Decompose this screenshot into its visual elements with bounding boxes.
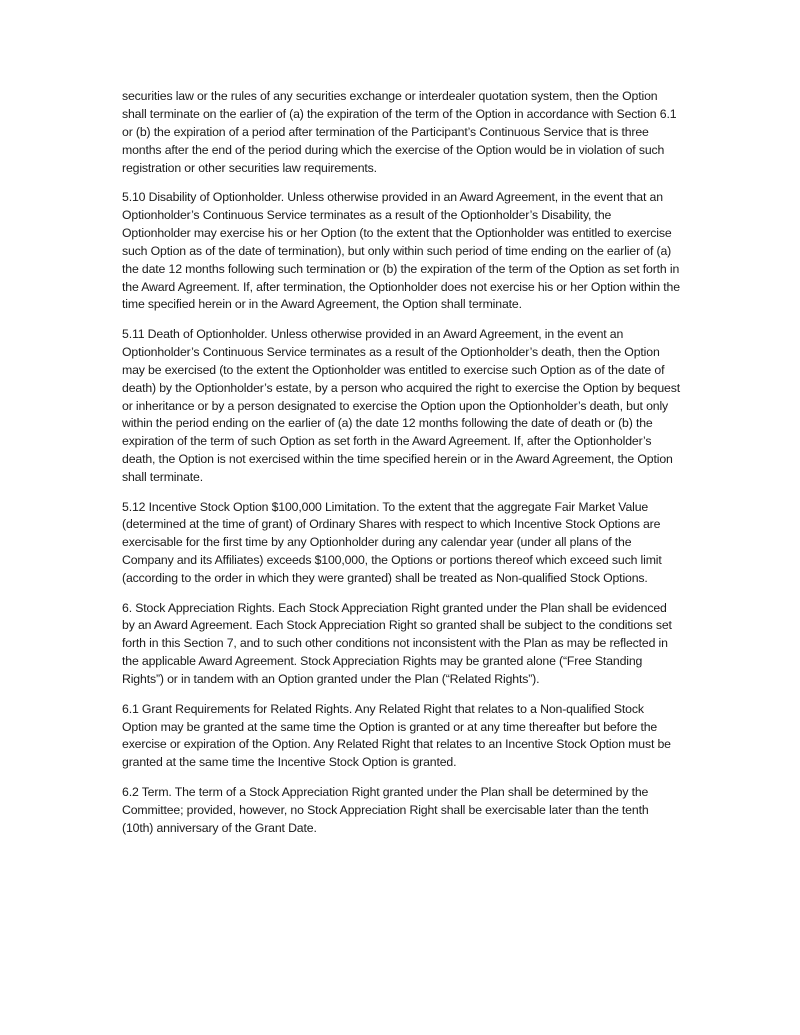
paragraph-5-12-iso-limitation: 5.12 Incentive Stock Option $100,000 Limitation. To the extent that the aggregate Fair Market Value (determined at the time of grant) of Ordinary Shares with respect to which Incentive Stock Options are exercisable for the first time by any Optionholder during any calendar year (under all plans of the Company and its Affiliates) exceeds $100,000, the Options or portions thereof which exceed such limit (according to the order in which they were granted) shall be treated as Non-qualified Stock Options. bbox=[122, 499, 662, 586]
document-body bbox=[122, 88, 682, 849]
paragraph-6-sars: 6. Stock Appreciation Rights. Each Stock Appreciation Right granted under the Plan shall be evidenced by an Award Agreement. Each Stock Appreciation Right so granted shall be subject to the conditions set forth in this Section 7, and to such other conditions not inconsistent with the Plan as may be reflected in the applicable Award Agreement. Stock Appreciation Rights may be granted alone (“Free Standing Rights”) or in tandem with an Option granted under the Plan (“Related Rights”). bbox=[122, 600, 672, 687]
paragraph-5-11-death: 5.11 Death of Optionholder. Unless otherwise provided in an Award Agreement, in the event an Optionholder’s Continuous Service terminates as a result of the Optionholder’s death, then the Option may be exercised (to the extent the Optionholder was entitled to exercise such Option as of the date of death) by the Optionholder’s estate, by a person who acquired the right to exercise the Option by bequest or inheritance or by a person designated to exercise the Option upon the Optionholder’s death, but only within the period ending on the earlier of (a) the date 12 months following the date of death or (b) the expiration of the term of such Option as set forth in the Award Agreement. If, after the Optionholder’s death, the Option is not exercised within the time specified herein or in the Award Agreement, the Option shall terminate. bbox=[122, 326, 681, 485]
paragraph-termination-continued: securities law or the rules of any securities exchange or interdealer quotation system, then the Option shall terminate on the earlier of (a) the expiration of the term of the Option in accordance with Section 6.1 or (b) the expiration of a period after termination of the Participant’s Continuous Service that is three months after the end of the period during which the exercise of the Option would be in violation of such registration or other securities law requirements. bbox=[122, 89, 677, 175]
paragraph-5-10-disability: 5.10 Disability of Optionholder. Unless otherwise provided in an Award Agreement, in the event that an Optionholder’s Continuous Service terminates as a result of the Optionholder’s Disability, the Optionholder may exercise his or her Option (to the extent that the Optionholder was entitled to exercise such Option as of the date of termination), but only within such period of time ending on the earlier of (a) the date 12 months following such termination or (b) the expiration of the term of the Option as set forth in the Award Agreement. If, after termination, the Optionholder does not exercise his or her Option within the time specified herein or in the Award Agreement, the Option shall terminate. bbox=[122, 190, 680, 312]
paragraph-6-2-term: 6.2 Term. The term of a Stock Appreciation Right granted under the Plan shall be determined by the Committee; provided, however, no Stock Appreciation Right shall be exercisable later than the tenth (10th) anniversary of the Grant Date. bbox=[122, 784, 649, 835]
paragraph-6-1-related-rights: 6.1 Grant Requirements for Related Rights. Any Related Right that relates to a Non-qualified Stock Option may be granted at the same time the Option is granted or at any time thereafter but before the exercise or expiration of the Option. Any Related Right that relates to an Incentive Stock Option must be granted at the same time the Incentive Stock Option is granted. bbox=[122, 701, 671, 770]
